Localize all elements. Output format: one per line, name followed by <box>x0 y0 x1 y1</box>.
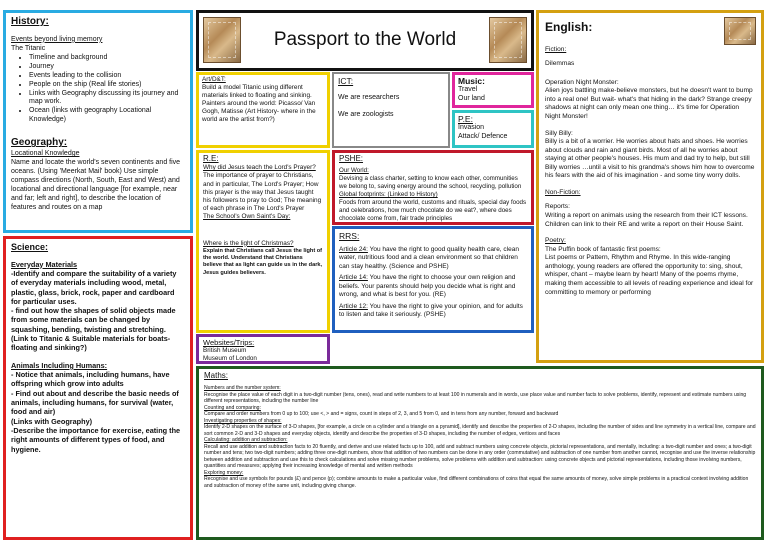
rrs-article-label: Article 14: <box>339 274 368 282</box>
re-text: The importance of prayer to Christians, and in particular, The Lord's Prayer; How this prayer is the way that Jesus taught his followers to pray to God; The meaning of each phrase in The Lord's Prayer <box>203 172 322 213</box>
science-text: - find out how the shapes of solid objects made from some materials can be changed by squashing, bending, twisting and stretching. <box>11 306 176 334</box>
science-text: - Notice that animals, including humans, have offspring which grow into adults <box>11 370 170 389</box>
list-item: • Timeline and background <box>29 54 185 63</box>
rrs-article-text: You have the right to give your opinion, and for adults to listen and take it seriously. (PSHE) <box>339 302 523 319</box>
maths-text: Recognise and use symbols for pounds (£) and pence (p); combine amounts to make a particular value, find different combinations of coins that equal the same amounts of money, solve simple problems in a practical context involving addition and subtraction of money of the same unit, including giving change. <box>204 476 749 489</box>
re-heading: R.E: <box>203 154 219 163</box>
maths-text: Compare and order numbers from 0 up to 100; use <, > and = signs, count in steps of 2, 3, and 5 from 0, and in tens from any number, forward and backward <box>204 411 559 418</box>
science-sub-animals: Animals Including Humans: <box>11 360 108 370</box>
geography-heading: Geography: <box>11 137 68 149</box>
maths-sub: Calculating: addition and subtraction: <box>204 437 288 444</box>
music-line: Our land <box>458 94 485 102</box>
title-panel <box>196 10 534 71</box>
science-panel <box>3 236 193 540</box>
english-text: Dilemmas <box>545 60 575 68</box>
list-item: • Ocean (links with geography Locational Knowledge) <box>29 107 185 125</box>
art-panel <box>196 72 330 148</box>
pe-panel <box>452 110 534 148</box>
rrs-article <box>339 274 527 299</box>
ict-panel <box>332 72 450 148</box>
list-item: • People on the ship (Real life stories) <box>29 81 185 90</box>
music-heading: Music: <box>458 76 485 86</box>
history-heading: History: <box>11 16 49 27</box>
science-heading: Science: <box>11 242 49 252</box>
rrs-article-text: You have the right to good quality health care, clean water, nutritious food and a clean environment so that children can stay healthy. (Science and PSHE) <box>339 246 519 270</box>
rrs-article <box>339 303 527 320</box>
maths-panel <box>196 366 764 540</box>
websites-heading: Websites/Trips: <box>203 338 255 347</box>
websites-line: British Museum <box>203 347 247 354</box>
pshe-sub: Global footprints: (Linked to History) <box>339 191 438 199</box>
book-image <box>724 17 756 45</box>
pshe-text: Devising a class charter, setting to know each other, communities we belong to, saving energy around the school, recycling, pollution <box>339 175 522 191</box>
pe-line: Attack/ Defence <box>458 132 508 140</box>
english-text: Silly Billy: <box>545 129 573 137</box>
rrs-panel <box>332 226 534 333</box>
websites-panel <box>196 334 330 364</box>
science-text: (Link to Titanic & Suitable materials for boats- floating and sinking?) <box>11 334 171 353</box>
english-text: Alien joys battling make-believe monsters, but he doesn't want to bump into a real one! But wait- what's that hiding in the dark? Strange creepy shadows at night can only mean one thing… it's time for Operation Night Monster! <box>545 87 753 120</box>
geography-sub: Locational Knowledge <box>11 150 80 158</box>
english-sub: Poetry: <box>545 237 566 245</box>
maths-sub: Investigating properties of shapes: <box>204 417 282 424</box>
rrs-article-label: Article 24: <box>339 246 368 254</box>
maths-sub: Counting and comparing: <box>204 404 261 411</box>
english-text: Writing a report on animals using the research from their ICT lessons. Children can link to their RE and write a report on their House Saint. <box>545 212 748 228</box>
ict-line: We are zoologists <box>338 111 394 119</box>
rrs-article-text: You have the right to choose your own religion and beliefs. Your parents should help you decide what is right and wrong, and what is best for you. (RE) <box>339 274 516 299</box>
list-item: • Events leading to the collision <box>29 72 185 81</box>
science-sub-materials: Everyday Materials <box>11 259 78 269</box>
english-sub: Fiction: <box>545 45 567 53</box>
re-sub: The School's Own Saint's Day: <box>203 213 291 221</box>
pe-line: Invasion <box>458 124 485 132</box>
pshe-text: Foods from around the world, customs and rituals, special day foods and celebrations, how much chocolate do we eat?, where does chocolate come from, fair trade principles <box>339 198 527 222</box>
science-text: (Links with Geography) <box>11 416 93 426</box>
english-text: Billy is a bit of a worrier. He worries about hats and shoes. He worries about clouds and rain and giant birds. Most of all he worries about staying at other people's houses. His mum and dad try to help, but still Billy worries …until a visit to his grandma's shows him how to overcome his fears with the aid of his imagination - and some tiny worry dolls. <box>545 138 755 180</box>
history-panel <box>3 10 193 233</box>
science-text: -Describe the importance for exercise, eating the right amounts of different types of food, and hygiene. <box>11 426 181 454</box>
english-panel <box>536 10 764 363</box>
page-title: Passport to the World <box>273 29 457 50</box>
re-sub: Where is the light of Christmas? <box>203 239 294 247</box>
maths-sub: Exploring money: <box>204 469 244 476</box>
pshe-panel <box>332 150 534 225</box>
english-text: The Puffin book of fantastic first poems: <box>545 245 661 253</box>
rrs-article <box>339 246 527 271</box>
maths-text: Identify 2-D shapes on the surface of 3-D shapes, [for example, a circle on a cylinder and a triangle on a pyramid], identify and describe the properties of 2-D shapes, including the number of sides and line symmetry in a vertical line, compare and sort common 2-D and 3-D shapes and everyday objects, identify and describe the properties of 3-D shapes, including the number of edges, vertices and faces <box>204 424 756 437</box>
history-sub: Events beyond living memory <box>11 35 103 43</box>
history-topic: The Titanic <box>11 44 46 52</box>
maths-heading: Maths: <box>204 371 229 380</box>
rrs-article-label: Article 12: <box>339 302 368 310</box>
re-text: Explain that Christians call Jesus the light of the world. Understand that Christians believe that as light can guide us in the dark, Jesus guides believers. <box>203 247 323 276</box>
geography-text: Name and locate the world's seven continents and five oceans. (Using 'Meerkat Mail' book) Use simple compass directions (North, South, East and West) and locational and directional language [for example, near and far; left and right], to describe the location of features and routes on a map <box>11 159 181 211</box>
pshe-heading: PSHE: <box>339 154 364 163</box>
art-heading: Art/D&T: <box>202 76 226 83</box>
english-text: List poems or Pattern, Rhythm and Rhyme. In this wide-ranging anthology, young readers are offered the opportunity to: sing, shout, whisper, chant – maybe learn by heart! Many of the poems rhyme, making them accessible to all levels of reading experience and ideal for committing to memory or performing <box>545 254 754 296</box>
art-text: Build a model Titanic using different materials linked to floating and sinking. Painters around the world: Picasso/ Van Gogh, Matisse (Art History- where in the world are the artist from?) <box>202 84 316 123</box>
rrs-heading: RRS: <box>339 231 360 241</box>
english-text: Reports: <box>545 203 570 211</box>
english-sub: Non-Fiction: <box>545 188 581 196</box>
science-text: - Find out about and describe the basic needs of animals, including humans, for survival (water, food and air) <box>11 388 179 417</box>
maths-text: Recognise the place value of each digit in a two-digit number (tens, ones), read and write numbers to at least 100 in numerals and in words, use place value and number facts to solve problems, identify, represent and estimate numbers using different representations, including the number line <box>204 391 747 405</box>
science-text: -Identify and compare the suitability of a variety of everyday materials including wood, metal, plastic, glass, brick, rock, paper and cardboard for particular uses. <box>11 268 177 306</box>
maths-sub: Numbers and the number system: <box>204 385 281 392</box>
english-text: Operation Night Monster: <box>545 78 619 86</box>
list-item: • Links with Geography discussing its journey and map work. <box>29 90 185 108</box>
pshe-sub: Our World: <box>339 167 369 175</box>
list-item: • Journey <box>29 63 185 72</box>
passport-image <box>203 17 241 63</box>
music-line: Travel <box>458 86 478 94</box>
history-list <box>11 54 185 126</box>
websites-line: Museum of London <box>203 354 257 362</box>
pe-heading: P.E: <box>458 114 473 124</box>
english-heading: English: <box>545 20 593 34</box>
ict-line: We are researchers <box>338 94 400 102</box>
re-sub: Why did Jesus teach the Lord's Prayer? <box>203 164 316 172</box>
music-panel <box>452 72 534 108</box>
passport-image <box>489 17 527 63</box>
re-panel <box>196 150 330 333</box>
maths-text: Recall and use addition and subtraction facts to 20 fluently, and derive and use related facts up to 100, add and subtract numbers using concrete objects, pictorial representations, and mentally, including: a two-digit number and ones; a two-digit number and tens; two two-digit numbers; adding three one-digit numbers, show that addition of two numbers can be done in any order (commutative) and subtraction of one number from another cannot, recognise and use the inverse relationship between addition and subtraction and use this to check calculations and solve missing number problems, solve problems with addition and subtraction: using concrete objects and pictorial representations, including those involving numbers, quantities and measures; applying their increasing knowledge of mental and written methods <box>204 443 756 470</box>
ict-heading: ICT: <box>338 76 354 86</box>
